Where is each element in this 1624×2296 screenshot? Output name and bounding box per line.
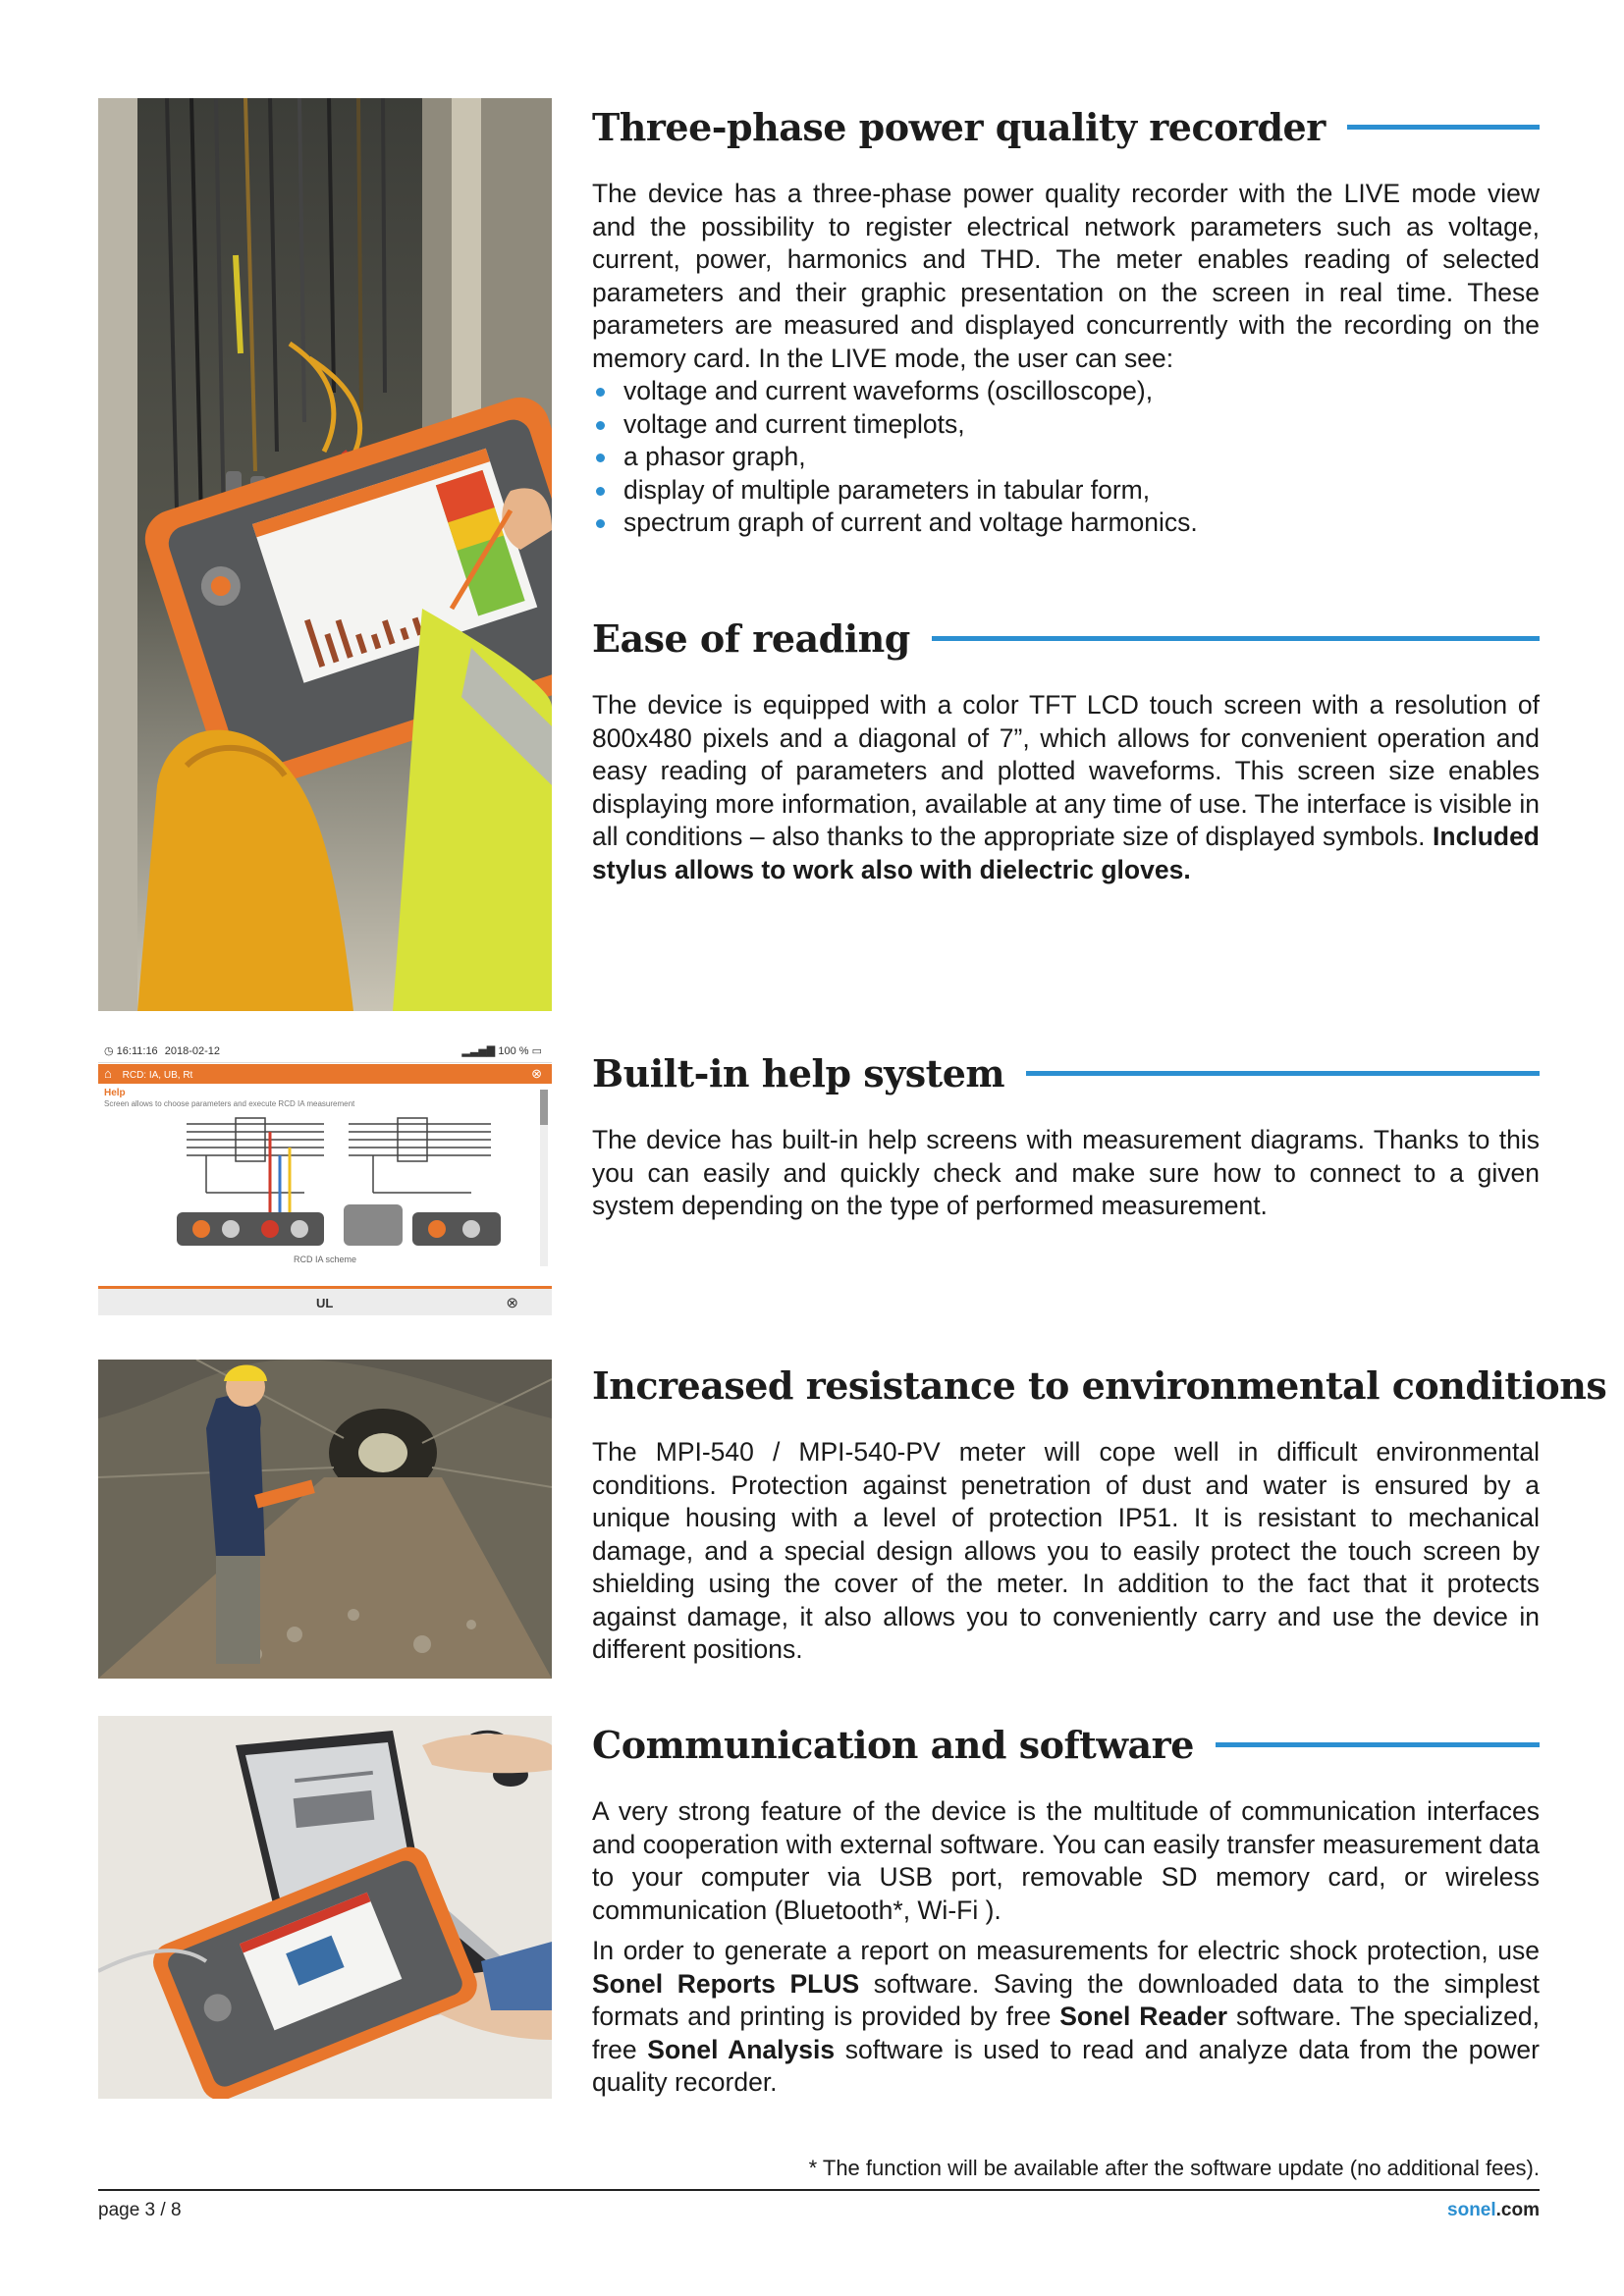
heading-rule [1216,1742,1540,1747]
section-text: The device has built-in help screens with measurement diagrams. Thanks to this you can easily and quickly check and make sure how to connect to a given system depending on the type of performed measurement. [592,1125,1540,1220]
software-text: In order to generate a report on measurements for electric shock protection, use [592,1936,1540,1965]
list-item: a phasor graph, [592,441,1540,474]
stylus-note: Included stylus allows to work also with dielectric gloves. [592,822,1540,884]
footer-divider [98,2189,1540,2191]
brand-suffix: .com [1495,2200,1540,2220]
wiring-diagram-icon [177,1114,511,1252]
section-text: The device is equipped with a color TFT LCD touch screen with a resolution of 800x480 pixels and a diagonal of 7”, which allows for convenient operation and easy reading of parameters and plotted waveforms. This screen size enables displaying more information, available at any time of use. The interface is visible in all conditions – also thanks to the appropriate size of displayed symbols. [592,690,1540,851]
close-icon[interactable]: ⊗ [531,1066,542,1081]
battery-indicator [461,1041,542,1062]
software-name: Sonel Reports PLUS [592,1968,860,1999]
section-title: Increased resistance to environmental conditions [592,1362,1607,1408]
section-heading [592,611,1540,666]
section-heading [592,99,1540,154]
footnote: * The function will be available after the software update (no additional fees). [808,2156,1540,2180]
section-environmental-resistance [592,1358,1607,1667]
photo-tunnel [98,1360,552,1679]
section-text: A very strong feature of the device is the multitude of communication interfaces and cooperation with external software. You can easily transfer measurement data to your computer via USB port, removable SD memory card, or wireless communication (Bluetooth*, Wi-Fi ). [592,1796,1540,1925]
software-name: Sonel Reader [1059,2002,1228,2031]
tunnel-photo-illustration [98,1360,552,1679]
home-icon[interactable]: ⌂ [104,1066,112,1081]
section-title: Built-in help system [592,1050,1005,1095]
brand-name: sonel [1447,2200,1496,2220]
heading-rule [1347,125,1540,130]
section-heading [592,1358,1607,1413]
photo-meter-in-switchboard [98,98,552,1011]
section-power-quality-recorder [592,99,1540,540]
help-menu-bar [98,1064,552,1084]
status-bar [98,1041,552,1063]
battery-level: 100 % [498,1045,529,1057]
section-body [592,1795,1540,2100]
list-item: display of multiple parameters in tabular form, [592,474,1540,507]
help-label: Help [104,1088,126,1098]
help-text: Screen allows to choose parameters and execute RCD IA measurement [104,1099,355,1108]
section-ease-of-reading [592,611,1540,886]
status-time: 16:11:16 [116,1045,158,1057]
help-scrollbar[interactable] [540,1090,548,1266]
help-screen-screenshot [98,1041,552,1315]
switchboard-photo-illustration [98,98,552,1011]
software-paragraph [592,1935,1540,2100]
scrollbar-thumb[interactable] [540,1090,548,1125]
section-body [592,1124,1540,1223]
list-item: voltage and current waveforms (oscilloscope), [592,375,1540,408]
diagram-caption: RCD IA scheme [293,1255,357,1264]
software-name: Sonel Analysis [647,2034,836,2064]
software-text: software. Saving the downloaded data to the simplest formats and printing is provided by free [592,1968,1540,2031]
ul-softkey[interactable]: UL [316,1296,334,1310]
section-communication-software [592,1717,1540,2100]
battery-icon: ▭ [531,1045,542,1057]
section-text: The MPI-540 / MPI-540-PV meter will cope well in difficult environmental conditions. Protection against penetration of dust and water is ensured by a unique housing with a level of protection IP51. It is resistant to mechanical damage, and a special design allows you to easily protect the touch screen by shielding using the cover of the meter. In addition to the fact that it protects against damage, it also allows you to conveniently carry and use the device in different positions. [592,1437,1540,1664]
page-number: page 3 / 8 [98,2200,182,2220]
status-date: 2018-02-12 [164,1045,221,1057]
signal-icon: ▂▃▅▇ [461,1045,496,1057]
heading-rule [1026,1071,1540,1076]
help-footer-bar [98,1286,552,1315]
section-body [592,1436,1540,1667]
clock-icon: ◷ [104,1045,114,1057]
software-text: software. The specialized, free [592,2002,1540,2064]
section-heading [592,1045,1540,1100]
section-intro: The device has a three-phase power quality recorder with the LIVE mode view and the possibility to register electrical network parameters such as voltage, current, power, harmonics and THD. The meter enables reading of selected parameters and their graphic presentation on the screen in real time. These parameters are measured and displayed concurrently with the recording on the memory card. In the LIVE mode, the user can see: [592,179,1540,373]
help-menu-title: RCD: IA, UB, Rt [122,1070,193,1081]
section-heading [592,1717,1540,1772]
heading-rule [932,636,1540,641]
laptop-photo-illustration [98,1716,552,2099]
software-text: software is used to read and analyze data from the power quality recorder. [592,2034,1540,2097]
cancel-icon[interactable]: ⊗ [506,1295,518,1311]
section-title: Three-phase power quality recorder [592,104,1326,149]
section-title: Communication and software [592,1722,1194,1767]
section-body [592,689,1540,886]
list-item: spectrum graph of current and voltage harmonics. [592,507,1540,540]
photo-laptop-and-meter [98,1716,552,2099]
section-body [592,178,1540,540]
live-mode-list [592,375,1540,540]
section-help-system [592,1045,1540,1223]
list-item: voltage and current timeplots, [592,408,1540,442]
website-link[interactable] [1447,2200,1540,2221]
section-title: Ease of reading [592,615,910,661]
